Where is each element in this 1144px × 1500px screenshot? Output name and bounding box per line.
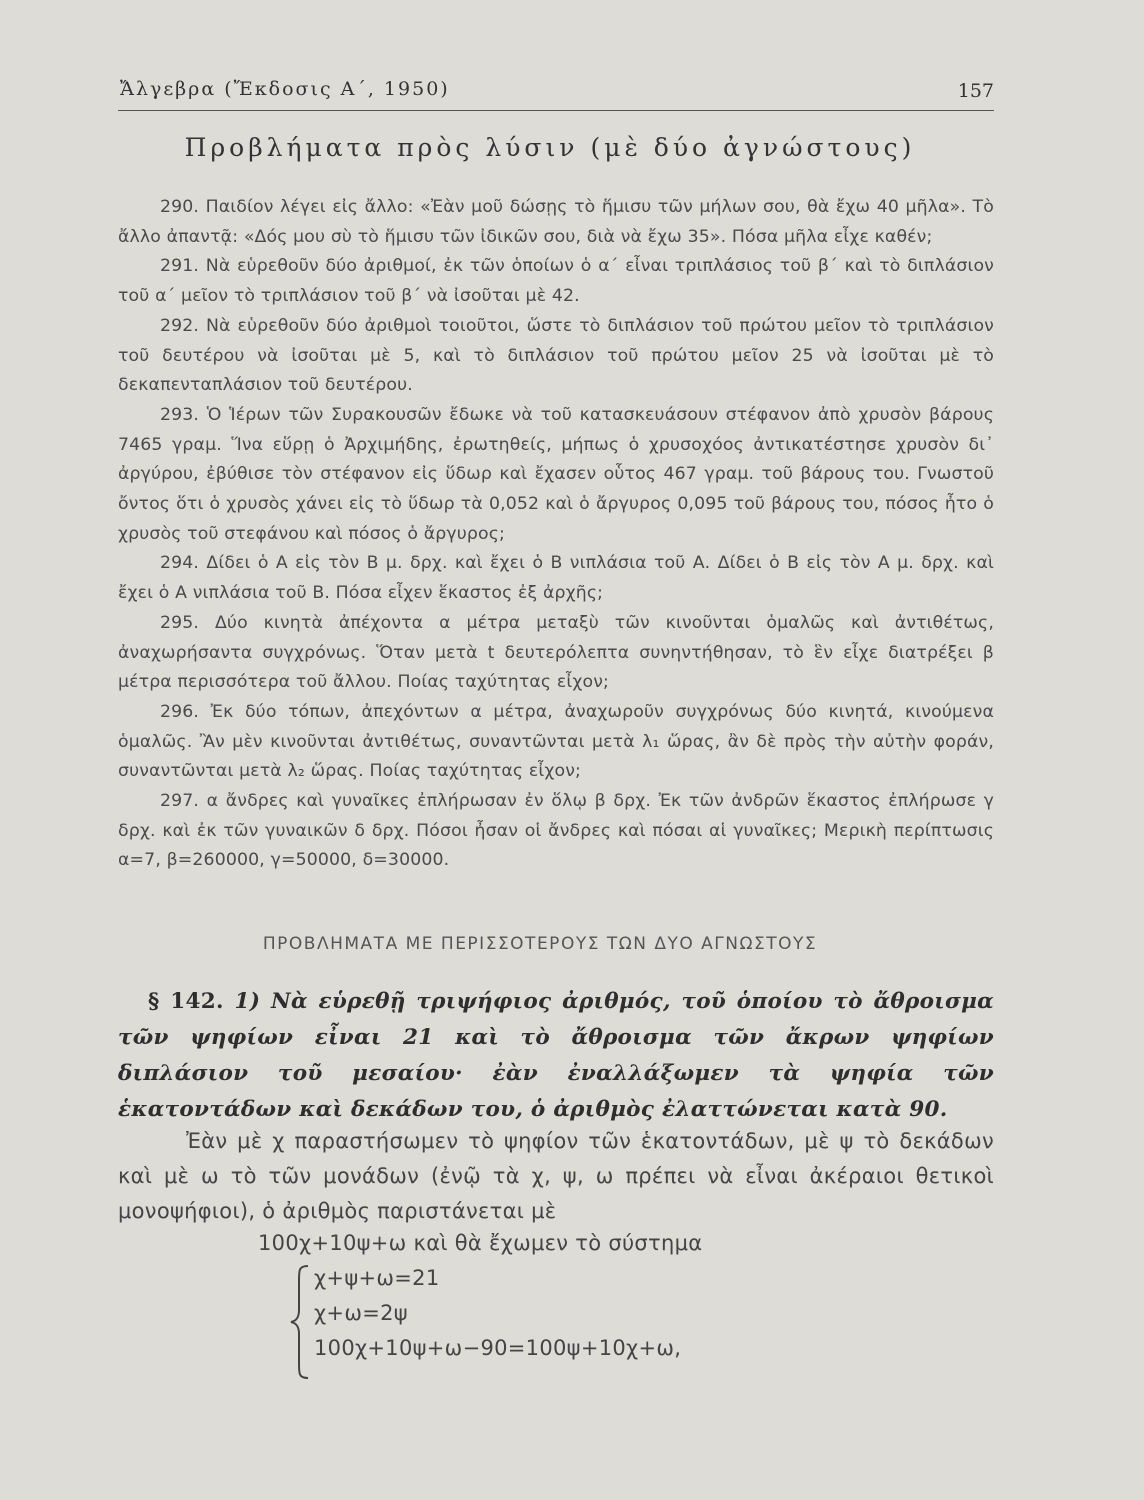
subheading: ΠΡΟΒΛΗΜΑΤΑ ΜΕ ΠΕΡΙΣΣΟΤΕΡΟΥΣ ΤΩΝ ΔΥΟ ΑΓΝΩΣΤΟΥΣ: [262, 934, 818, 954]
solution-text: Ἐὰν μὲ χ παραστήσωμεν τὸ ψηφίον τῶν ἑκατοντάδων, μὲ ψ τὸ δεκάδων καὶ μὲ ω τὸ τῶν μονάδων (ἐνῷ τὰ χ, ψ, ω πρέπει νὰ εἶναι ἀκέραιοι θετικοὶ μονοψήφιοι), ὁ ἀριθμὸς παριστάνεται μὲ: [118, 1129, 994, 1223]
paragraph-142: [118, 984, 994, 1128]
problem-statement: 1) Νὰ εὑρεθῇ τριψήφιος ἀριθμός, τοῦ ὁποίου τὸ ἄθροισμα τῶν ψηφίων εἶναι 21 καὶ τὸ ἄθροισμα τῶν ἄκρων ψηφίων διπλάσιον τοῦ μεσαίου· ἐὰν ἐναλλάξωμεν τὰ ψηφία τῶν ἑκατοντάδων καὶ δεκάδων του, ὁ ἀριθμὸς ἐλαττώνεται κατὰ 90.: [118, 989, 994, 1122]
equation-2: χ+ω=2ψ: [314, 1301, 408, 1325]
section-number: § 142.: [148, 989, 224, 1014]
problem-297: 297. α ἄνδρες καὶ γυναῖκες ἐπλήρωσαν ἐν ὅλῳ β δρχ. Ἐκ τῶν ἀνδρῶν ἕκαστος ἐπλήρωσε γ δρχ. καὶ ἐκ τῶν γυναικῶν δ δρχ. Πόσοι ἦσαν οἱ ἄνδρες καὶ πόσαι αἱ γυναῖκες; Μερικὴ περίπτωσις α=7, β=260000, γ=50000, δ=30000.: [118, 791, 994, 871]
problem-292: 292. Νὰ εὑρεθοῦν δύο ἀριθμοὶ τοιοῦτοι, ὥστε τὸ διπλάσιον τοῦ πρώτου μεῖον τὸ τριπλάσιον τοῦ δευτέρου νὰ ἰσοῦται μὲ 5, καὶ τὸ διπλάσιον τοῦ πρώτου μεῖον 25 νὰ ἰσοῦται μὲ τὸ δεκαπενταπλάσιον τοῦ δευτέρου.: [118, 315, 994, 396]
equation-1: χ+ψ+ω=21: [314, 1266, 440, 1290]
problem-list: [118, 193, 994, 876]
problem-294: 294. Δίδει ὁ Α εἰς τὸν Β μ. δρχ. καὶ ἔχει ὁ Β νιπλάσια τοῦ Α. Δίδει ὁ Β εἰς τὸν Α μ. δρχ. καὶ ἔχει ὁ Α νιπλάσια τοῦ Β. Πόσα εἶχεν ἕκαστος ἐξ ἀρχῆς;: [118, 553, 994, 604]
problem-296: 296. Ἐκ δύο τόπων, ἀπεχόντων α μέτρα, ἀναχωροῦν συγχρόνως δύο κινητά, κινούμενα ὁμαλῶς. Ἂν μὲν κινοῦνται ἀντιθέτως, συναντῶνται μετὰ λ₁ ὥρας, ἂν δὲ πρὸς τὴν αὐτὴν φοράν, συναντῶνται μετὰ λ₂ ὥρας. Ποίας ταχύτητας εἶχον;: [118, 701, 994, 782]
left-brace-icon: [288, 1264, 312, 1380]
formula-intro: 100χ+10ψ+ω καὶ θὰ ἔχωμεν τὸ σύστημα: [258, 1231, 703, 1255]
problem-291: 291. Νὰ εὑρεθοῦν δύο ἀριθμοί, ἐκ τῶν ὁποίων ὁ α΄ εἶναι τριπλάσιος τοῦ β΄ καὶ τὸ διπλάσιον τοῦ α΄ μεῖον τὸ τριπλάσιον τοῦ β΄ νὰ ἰσοῦται μὲ 42.: [118, 256, 994, 307]
section-title: Προβλήματα πρὸς λύσιν (μὲ δύο ἀγνώστους): [184, 133, 916, 162]
page-number: 157: [957, 80, 994, 102]
problem-293: 293. Ὁ Ἱέρων τῶν Συρακουσῶν ἔδωκε νὰ τοῦ κατασκευάσουν στέφανον ἀπὸ χρυσὸν βάρους 7465 γραμ. Ἵνα εὕρῃ ὁ Ἀρχιμήδης, ἐρωτηθείς, μήπως ὁ χρυσοχόος ἀντικατέστησε χρυσὸν δι᾽ ἀργύρου, ἐβύθισε τὸν στέφανον εἰς ὕδωρ καὶ ἔχασεν οὗτος 467 γραμ. τοῦ βάρους του. Γνωστοῦ ὄντος ὅτι ὁ χρυσὸς χάνει εἰς τὸ ὕδωρ τὰ 0,052 καὶ ὁ ἄργυρος 0,095 τοῦ βάρους του, πόσος ἦτο ὁ χρυσὸς τοῦ στεφάνου καὶ πόσος ὁ ἄργυρος;: [118, 404, 994, 544]
equation-3: 100χ+10ψ+ω−90=100ψ+10χ+ω,: [314, 1336, 682, 1360]
equation-system: [288, 1262, 888, 1382]
problem-295: 295. Δύο κινητὰ ἀπέχοντα α μέτρα μεταξὺ τῶν κινοῦνται ὁμαλῶς καὶ ἀντιθέτως, ἀναχωρήσαντα συγχρόνως. Ὅταν μετὰ t δευτερόλεπτα συνηντήθησαν, τὸ ἓν εἶχε διατρέξει β μέτρα περισσότερα τοῦ ἄλλου. Ποίας ταχύτητας εἶχον;: [118, 612, 994, 693]
running-head: Ἄλγεβρα (Ἔκδοσις Α΄, 1950): [120, 78, 450, 100]
page-header: [118, 76, 994, 111]
problem-290: 290. Παιδίον λέγει εἰς ἄλλο: «Ἐὰν μοῦ δώσῃς τὸ ἥμισυ τῶν μήλων σου, θὰ ἔχω 40 μῆλα». Τὸ ἄλλο ἀπαντᾷ: «Δός μου σὺ τὸ ἥμισυ τῶν ἰδικῶν σου, διὰ νὰ ἔχω 35». Πόσα μῆλα εἶχε καθέν;: [118, 197, 994, 247]
